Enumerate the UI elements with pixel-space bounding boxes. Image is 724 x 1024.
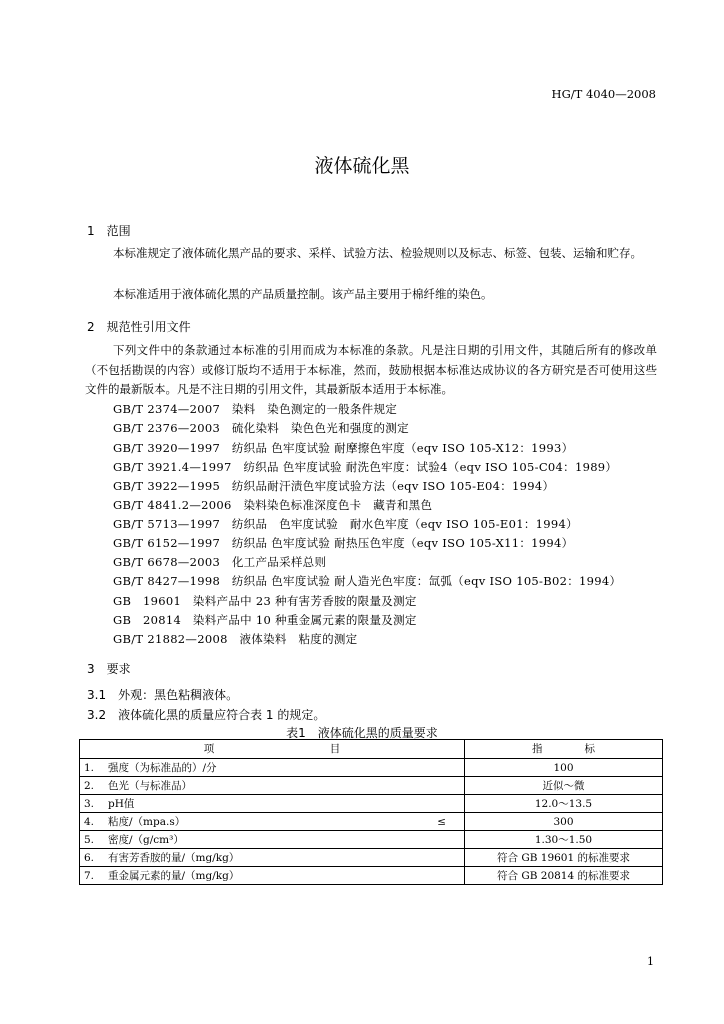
page-number: 1: [647, 955, 654, 968]
row-number: 1.: [84, 761, 95, 774]
row-value: 1.30～1.50: [465, 831, 663, 849]
section-2-heading: 2 规范性引用文件: [87, 320, 191, 334]
table-row: [80, 795, 663, 813]
row-value: 100: [465, 759, 663, 777]
reference-item: GB/T 3922—1995 纺织品耐汗渍色牢度试验方法（eqv ISO 105-E04：1994）: [113, 479, 555, 493]
page-title: 液体硫化黑: [314, 155, 410, 177]
quality-requirements-table: [79, 739, 663, 885]
reference-item: GB 20814 染料产品中 10 种重金属元素的限量及测定: [113, 613, 417, 627]
section-3-heading: 3 要求: [87, 662, 131, 676]
row-item: pH值: [108, 797, 135, 810]
row-comparator: ≤: [437, 815, 446, 828]
reference-item: GB/T 5713—1997 纺织品 色牢度试验 耐水色牢度（eqv ISO 105-E01：1994）: [113, 517, 578, 531]
row-number: 6.: [84, 851, 95, 864]
row-number: 3.: [84, 797, 95, 810]
section-1-paragraph-1: 本标准规定了液体硫化黑产品的要求、采样、试验方法、检验规则以及标志、标签、包装、运输和贮存。: [113, 246, 642, 260]
table-row: [80, 849, 663, 867]
row-item: 重金属元素的量/（mg/kg）: [108, 869, 240, 882]
row-value: 12.0～13.5: [465, 795, 663, 813]
row-item: 强度（为标准品的）/分: [108, 761, 217, 774]
reference-item: GB/T 2374—2007 染料 染色测定的一般条件规定: [113, 402, 398, 416]
reference-item: GB/T 6152—1997 纺织品 色牢度试验 耐热压色牢度（eqv ISO 105-X11：1994）: [113, 536, 574, 550]
clause-3-1: 3.1 外观：黑色粘稠液体。: [87, 688, 239, 702]
clause-3-2: 3.2 液体硫化黑的质量应符合表 1 的规定。: [87, 708, 326, 722]
row-number: 2.: [84, 779, 95, 792]
table-header-row: [80, 740, 663, 759]
reference-item: GB/T 21882—2008 液体染料 粘度的测定: [113, 632, 358, 646]
row-value: 符合 GB 20814 的标准要求: [465, 867, 663, 885]
row-number: 7.: [84, 869, 95, 882]
table-caption: 表1 液体硫化黑的质量要求: [286, 726, 438, 740]
reference-item: GB 19601 染料产品中 23 种有害芳香胺的限量及测定: [113, 594, 417, 608]
table-row: [80, 759, 663, 777]
row-item: 粘度/（mpa.s）: [108, 815, 186, 828]
table-row: [80, 777, 663, 795]
table-row: [80, 831, 663, 849]
reference-item: GB/T 6678—2003 化工产品采样总则: [113, 555, 327, 569]
reference-item: GB/T 3921.4—1997 纺织品 色牢度试验 耐洗色牢度：试验4（eqv ISO 105-C04：1989）: [113, 460, 618, 474]
table-row: [80, 867, 663, 885]
section-1-heading: 1 范围: [87, 224, 131, 238]
reference-item: GB/T 3920—1997 纺织品 色牢度试验 耐摩擦色牢度（eqv ISO 105-X12：1993）: [113, 441, 574, 455]
row-number: 4.: [84, 815, 95, 828]
standard-code: HG/T 4040—2008: [551, 87, 656, 101]
row-item: 有害芳香胺的量/（mg/kg）: [108, 851, 240, 864]
reference-item: GB/T 8427—1998 纺织品 色牢度试验 耐人造光色牢度：氙弧（eqv ISO 105-B02：1994）: [113, 574, 622, 588]
row-value: 300: [465, 813, 663, 831]
row-item: 密度/（g/cm³）: [108, 833, 184, 846]
table-row: [80, 813, 663, 831]
header-item: 项 目: [80, 740, 465, 759]
header-value: 指 标: [465, 740, 663, 759]
section-1-paragraph-2: 本标准适用于液体硫化黑的产品质量控制。该产品主要用于棉纤维的染色。: [113, 287, 493, 301]
row-item: 色光（与标准品）: [108, 779, 192, 792]
section-2-intro: 下列文件中的条款通过本标准的引用而成为本标准的条款。凡是注日期的引用文件，其随后所有的修改单（不包括勘误的内容）或修订版均不适用于本标准，然而，鼓励根据本标准达成协议的各方研究是否可使用这些文件的最新版本。凡是不注日期的引用文件，其最新版本适用于本标准。: [85, 343, 657, 396]
row-number: 5.: [84, 833, 95, 846]
row-value: 近似～微: [465, 777, 663, 795]
reference-item: GB/T 2376—2003 硫化染料 染色色光和强度的测定: [113, 421, 409, 435]
row-value: 符合 GB 19601 的标准要求: [465, 849, 663, 867]
reference-item: GB/T 4841.2—2006 染料染色标准深度色卡 藏青和黑色: [113, 498, 433, 512]
